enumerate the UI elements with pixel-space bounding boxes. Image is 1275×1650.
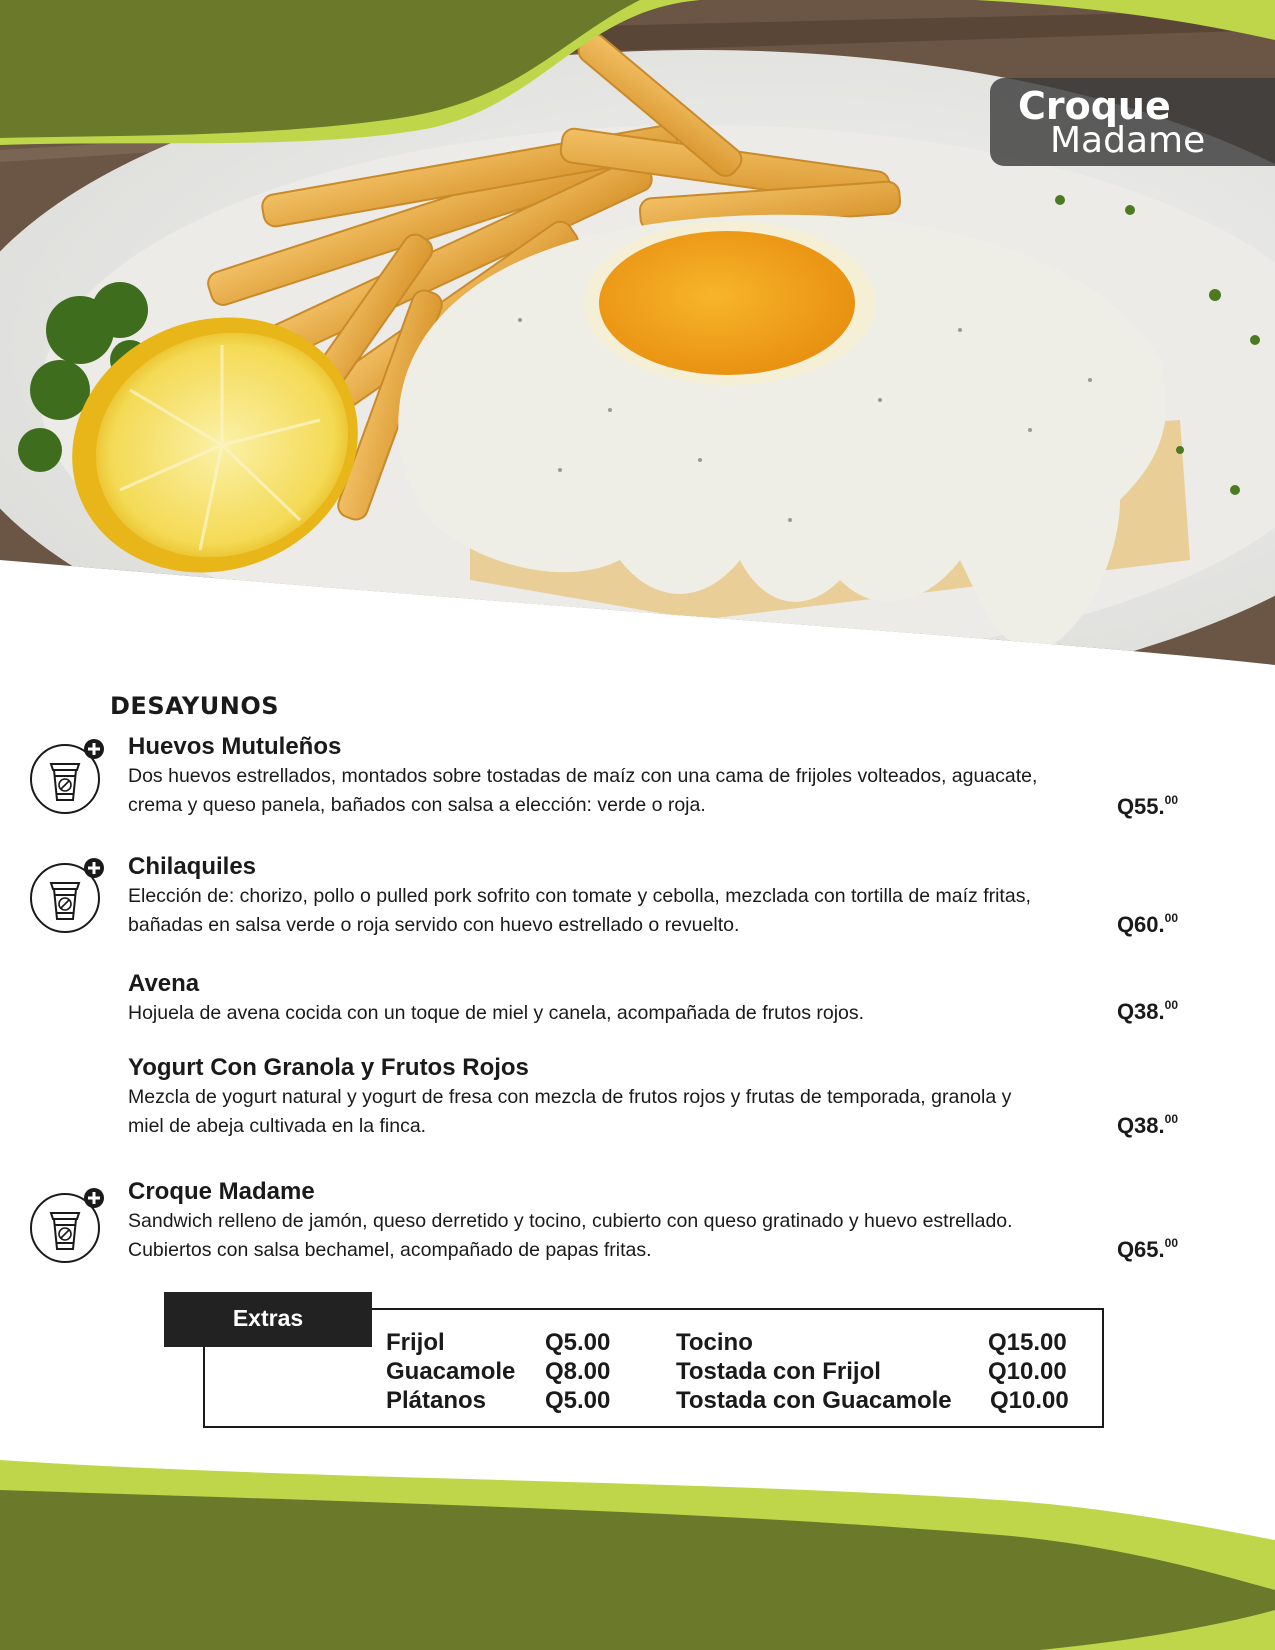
extra-price: Q15.00 (988, 1329, 1067, 1356)
dish-title-badge (990, 78, 1275, 166)
menu-item (128, 732, 1178, 820)
dish-title-line1: Croque (1018, 84, 1171, 128)
item-price: Q60.00 (1116, 910, 1178, 937)
menu-item (128, 1177, 1178, 1265)
extras-label: Extras (164, 1292, 372, 1347)
coffee-cup-plus-icon (28, 857, 106, 935)
item-price: Q55.00 (1116, 792, 1178, 819)
item-description: Sandwich relleno de jamón, queso derretido y tocino, cubierto con queso gratinado y huevo estrellado. Cubiertos con salsa bechamel, acompañado de papas fritas. (128, 1210, 1013, 1261)
menu-item (128, 852, 1178, 940)
dish-title-line2: Madame (1050, 120, 1206, 161)
extra-name: Guacamole (386, 1358, 516, 1385)
extra-price: Q5.00 (545, 1387, 611, 1414)
item-name: Yogurt Con Granola y Frutos Rojos (128, 1054, 529, 1081)
item-price: Q38.00 (1116, 1111, 1178, 1138)
coffee-cup-plus-icon (28, 738, 106, 816)
menu-item (128, 969, 1178, 1028)
bottom-wave-decoration (0, 1440, 1275, 1650)
section-title: DESAYUNOS (110, 692, 280, 720)
item-name: Croque Madame (128, 1178, 315, 1205)
extra-price: Q5.00 (545, 1329, 611, 1356)
item-price: Q65.00 (1116, 1235, 1178, 1262)
item-description: Elección de: chorizo, pollo o pulled pork sofrito con tomate y cebolla, mezclada con tortilla de maíz fritas, bañadas en salsa verde o roja servido con huevo estrellado o revuelto. (128, 885, 1031, 936)
extra-price: Q8.00 (545, 1358, 611, 1385)
extra-name: Tostada con Guacamole (676, 1387, 952, 1414)
extra-name: Tostada con Frijol (676, 1358, 881, 1385)
item-description: Hojuela de avena cocida con un toque de miel y canela, acompañada de frutos rojos. (128, 1002, 865, 1024)
item-name: Chilaquiles (128, 853, 257, 880)
item-name: Avena (128, 970, 200, 997)
hero-photo (0, 0, 1275, 670)
extra-name: Tocino (676, 1329, 753, 1356)
menu-item (128, 1053, 1178, 1141)
extra-name: Plátanos (386, 1387, 487, 1414)
item-name: Huevos Mutuleños (128, 733, 342, 760)
extra-name: Frijol (386, 1329, 445, 1356)
extra-price: Q10.00 (990, 1387, 1069, 1414)
item-price: Q38.00 (1116, 997, 1178, 1024)
item-description: Dos huevos estrellados, montados sobre tostadas de maíz con una cama de frijoles volteados, aguacate, crema y queso panela, bañados con salsa a elección: verde o roja. (128, 765, 1038, 816)
extra-price: Q10.00 (988, 1358, 1067, 1385)
item-description: Mezcla de yogurt natural y yogurt de fresa con mezcla de frutos rojos y frutas de temporada, granola y miel de abeja cultivada en la finca. (128, 1086, 1012, 1137)
coffee-cup-plus-icon (28, 1187, 106, 1265)
